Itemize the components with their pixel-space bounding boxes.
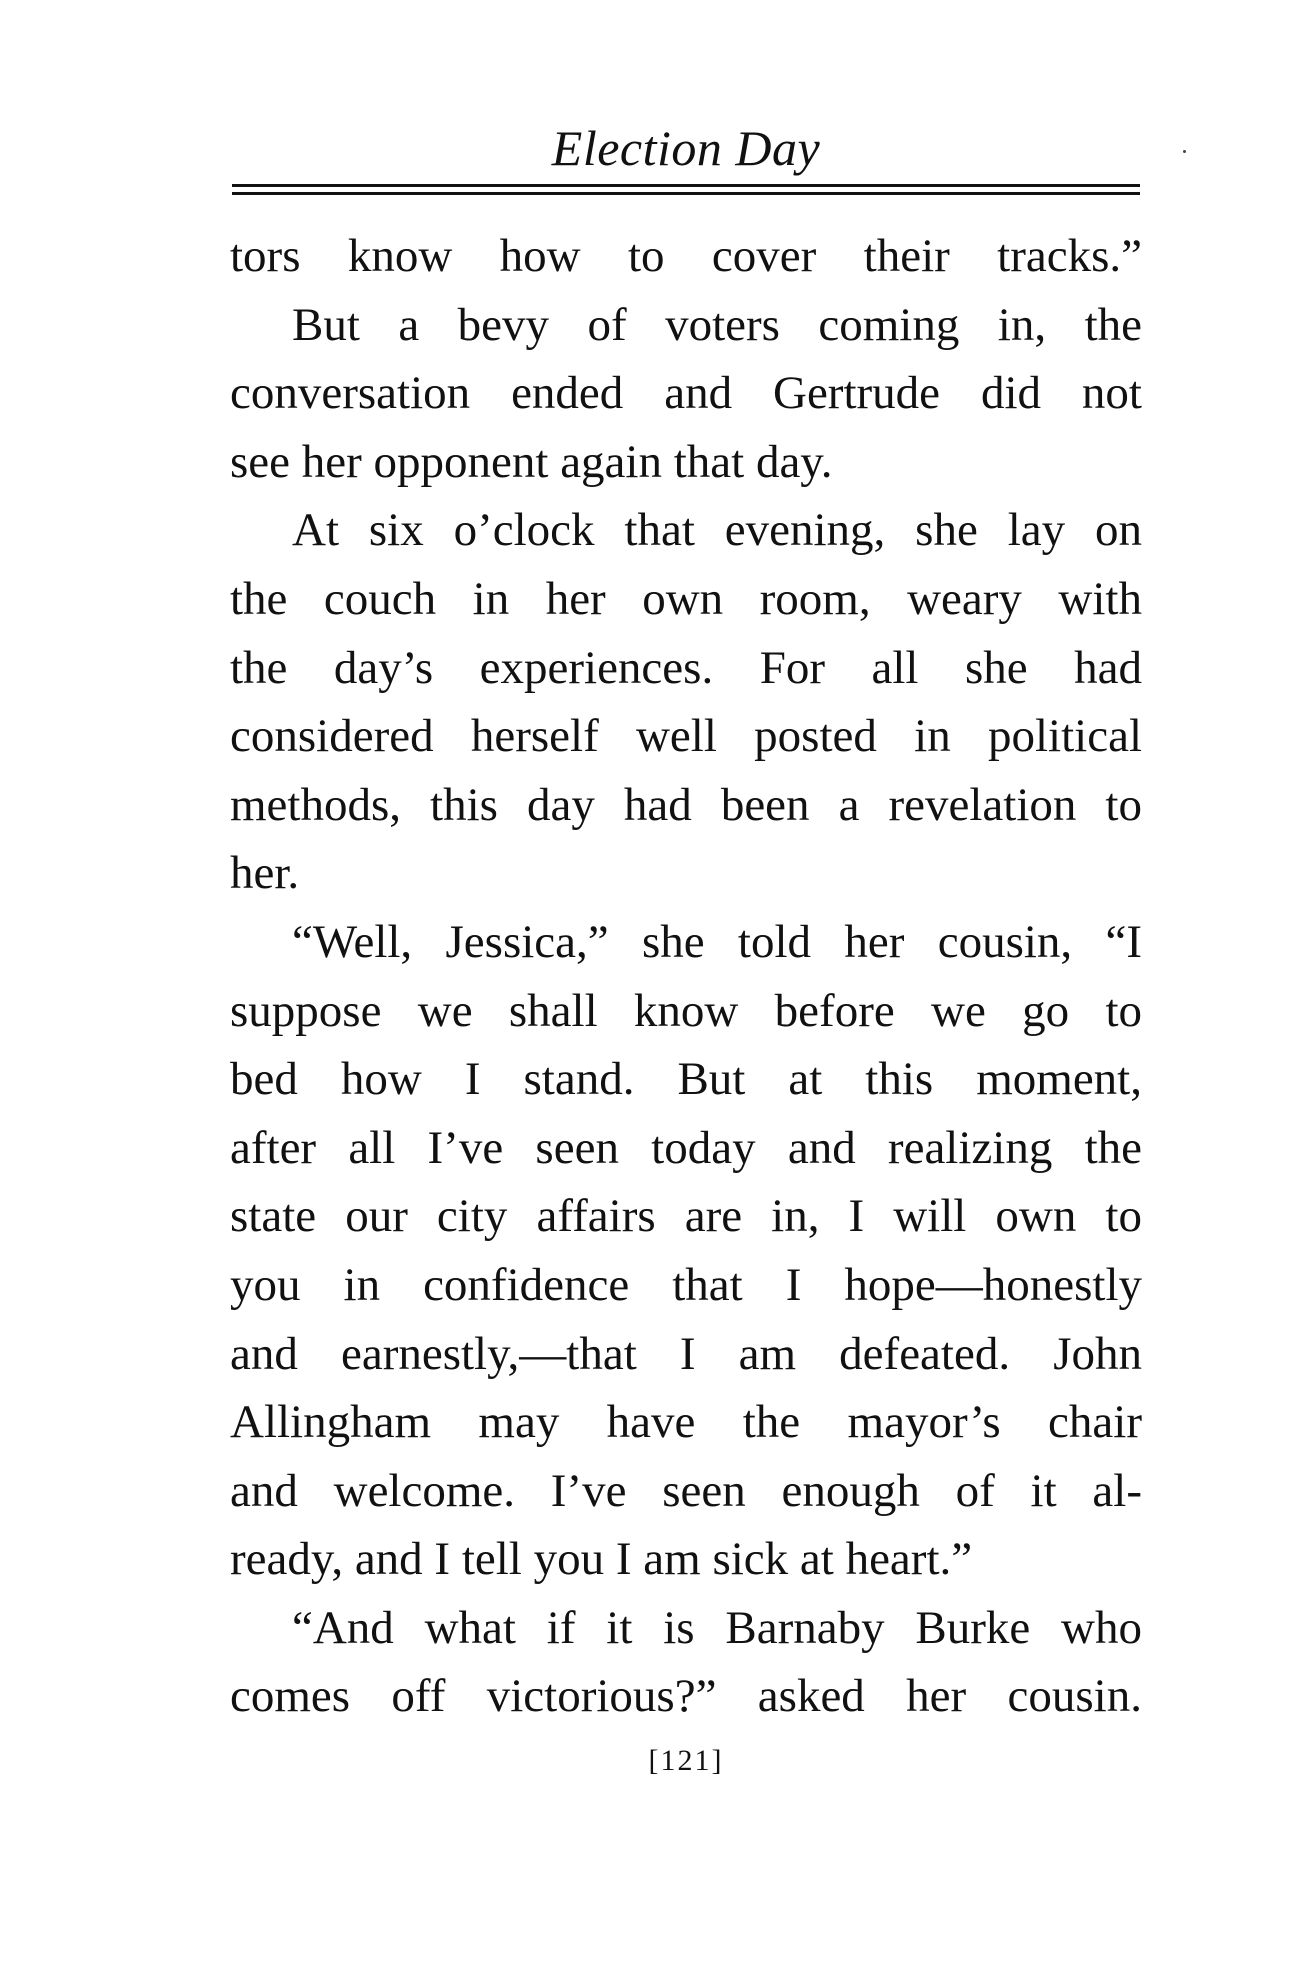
text-line: her. xyxy=(230,847,300,900)
text-line: bed how I stand. But at this moment, xyxy=(230,1053,1142,1106)
text-line: At six o’clock that evening, she lay on xyxy=(292,504,1142,557)
text-line: ready, and I tell you I am sick at heart.” xyxy=(230,1533,973,1586)
body-text xyxy=(230,222,1142,1731)
page-number: [121] xyxy=(648,1744,724,1777)
text-line: suppose we shall know before we go to xyxy=(230,984,1142,1037)
print-speck xyxy=(1183,150,1186,153)
text-line: conversation ended and Gertrude did not xyxy=(230,367,1142,420)
header-rule-upper xyxy=(232,184,1140,187)
text-line: “Well, Jessica,” she told her cousin, “I xyxy=(292,915,1142,968)
text-line: and earnestly,—that I am defeated. John xyxy=(230,1327,1142,1380)
text-line: see her opponent again that day. xyxy=(230,435,833,488)
header-rule-lower xyxy=(232,192,1140,195)
text-line: you in confidence that I hope—honestly xyxy=(230,1258,1142,1311)
text-line: methods, this day had been a revelation to xyxy=(230,778,1142,831)
text-line: tors know how to cover their tracks.” xyxy=(230,230,1142,282)
text-line: considered herself well posted in political xyxy=(230,710,1142,763)
text-line: Allingham may have the mayor’s chair xyxy=(230,1396,1142,1449)
text-line: after all I’ve seen today and realizing the xyxy=(230,1121,1142,1174)
text-line: the day’s experiences. For all she had xyxy=(230,641,1142,694)
text-line: and welcome. I’ve seen enough of it al- xyxy=(230,1464,1142,1517)
text-line: the couch in her own room, weary with xyxy=(230,572,1142,625)
running-head-title: Election Day xyxy=(551,120,821,176)
text-line: comes off victorious?” asked her cousin. xyxy=(230,1670,1142,1723)
text-line: “And what if it is Barnaby Burke who xyxy=(292,1601,1142,1654)
text-line: But a bevy of voters coming in, the xyxy=(292,298,1142,351)
text-line: state our city affairs are in, I will own to xyxy=(230,1190,1142,1243)
